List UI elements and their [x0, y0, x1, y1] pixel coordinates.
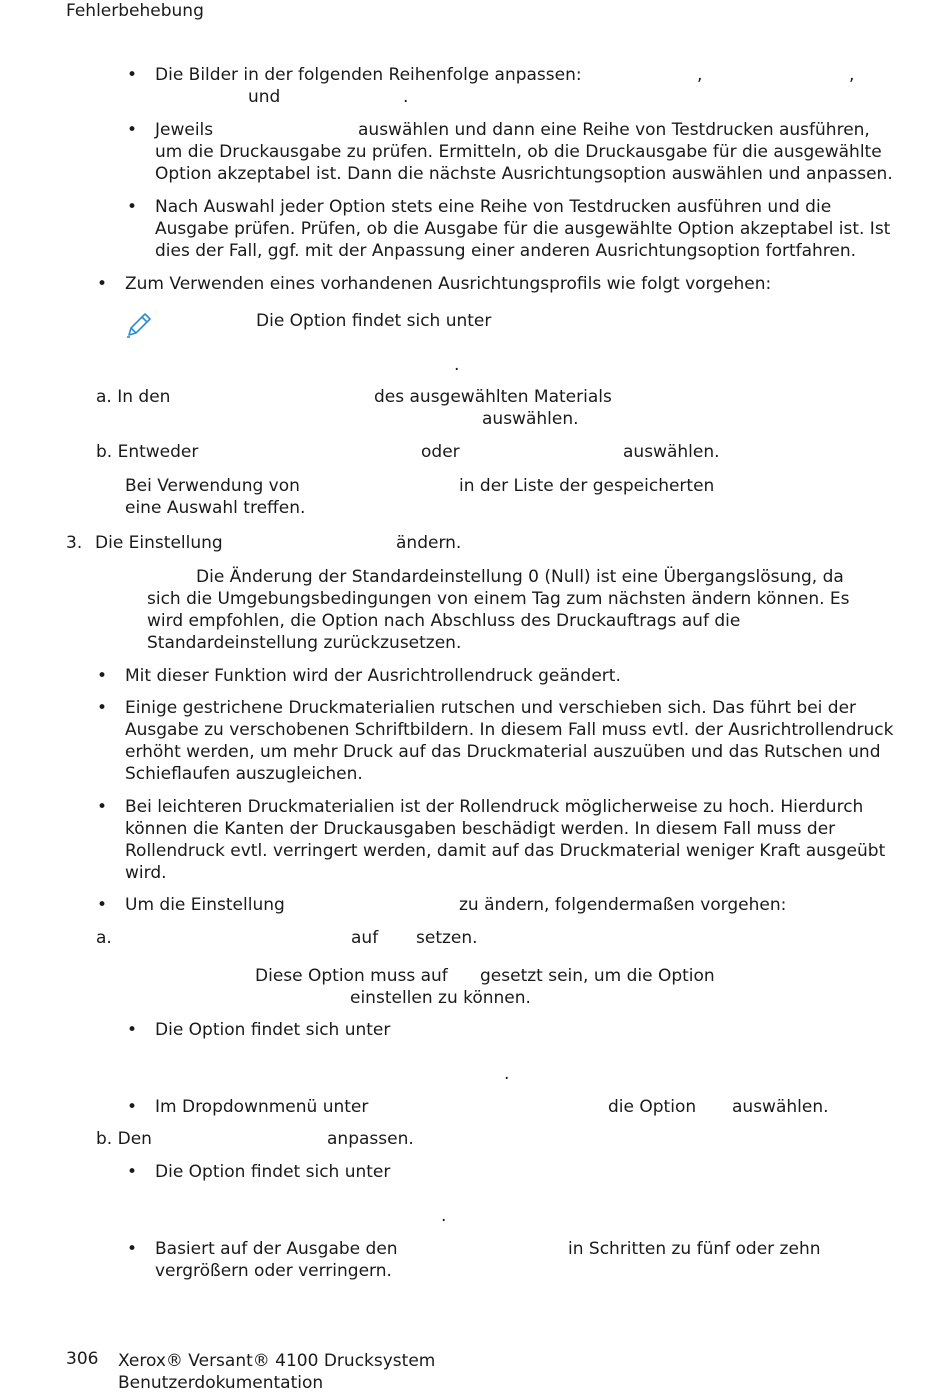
- step-b-detail-1a: Bei Verwendung von: [125, 476, 300, 496]
- step-3-start: Die Einstellung: [95, 533, 223, 553]
- step-a-end: auswählen.: [482, 409, 579, 429]
- sub-a-location: Die Option findet sich unter: [155, 1020, 391, 1040]
- reorder-line-2: und: [248, 87, 281, 107]
- sub-a-auf: auf: [351, 928, 379, 948]
- note2-line-4: Standardeinstellung zurückzusetzen.: [147, 633, 462, 653]
- after-line-3: dies der Fall, ggf. mit der Anpassung einer anderen Ausrichtungsoption fortfahren.: [155, 241, 857, 261]
- select-line-2: um die Druckausgabe zu prüfen. Ermitteln, ob die Druckausgabe für die ausgewählte: [155, 142, 882, 162]
- note2-line-3: wird empfohlen, die Option nach Abschluss des Druckauftrags auf die: [147, 611, 741, 631]
- coated-line-3: erhöht werden, um mehr Druck auf das Druckmaterial auszuüben und das Rutschen und: [125, 742, 881, 762]
- pencil-icon: [124, 310, 154, 340]
- coated-line-2: Ausgabe zu verschobenen Schriftbildern. In diesem Fall muss evtl. der Ausrichtrollendruck: [125, 720, 894, 740]
- light-line-2: können die Kanten der Druckausgaben beschädigt werden. In diesem Fall muss der: [125, 819, 836, 839]
- sub-a-dropdown-b: die Option: [608, 1097, 697, 1117]
- note2-line-2: sich die Umgebungsbedingungen von einem Tag zum nächsten ändern können. Es: [147, 589, 850, 609]
- coated-line-1: Einige gestrichene Druckmaterialien rutschen und verschieben sich. Das führt bei der: [125, 698, 857, 718]
- bullet-dot: •: [127, 1020, 138, 1040]
- bullet-dot: •: [97, 797, 108, 817]
- light-line-1: Bei leichteren Druckmaterialien ist der Rollendruck möglicherweise zu hoch. Hierdurch: [125, 797, 864, 817]
- step-b-mid: oder: [421, 442, 460, 462]
- footer-product: Xerox® Versant® 4100 Drucksystem: [118, 1351, 436, 1371]
- change-intro-start: Um die Einstellung: [125, 895, 285, 915]
- sub-b-start: b. Den: [96, 1129, 152, 1149]
- bullet-dot: •: [127, 120, 138, 140]
- profile-intro: Zum Verwenden eines vorhandenen Ausrichtungsprofils wie folgt vorgehen:: [125, 274, 772, 294]
- reorder-comma-2: ,: [849, 65, 855, 85]
- step-b-end: auswählen.: [623, 442, 720, 462]
- step-a-mid: des ausgewählten Materials: [374, 387, 612, 407]
- sub-b-end: anpassen.: [327, 1129, 414, 1149]
- roller-line-1: Mit dieser Funktion wird der Ausrichtrollendruck geändert.: [125, 666, 621, 686]
- sub-a-note-mid: gesetzt sein, um die Option: [480, 966, 715, 986]
- reorder-comma-1: ,: [697, 65, 703, 85]
- after-line-2: Ausgabe prüfen. Prüfen, ob die Ausgabe für die ausgewählte Option akzeptabel ist. Ist: [155, 219, 891, 239]
- coated-line-4: Schieflaufen auszugleichen.: [125, 764, 363, 784]
- step-b-start: b. Entweder: [96, 442, 199, 462]
- sub-a-dropdown-a: Im Dropdownmenü unter: [155, 1097, 369, 1117]
- sub-a-note-start: Diese Option muss auf: [255, 966, 448, 986]
- after-line-1: Nach Auswahl jeder Option stets eine Reihe von Testdrucken ausführen und die: [155, 197, 832, 217]
- select-line-3: Option akzeptabel ist. Dann die nächste Ausrichtungsoption auswählen und anpassen.: [155, 164, 893, 184]
- sub-b-adjust-c: vergrößern oder verringern.: [155, 1261, 392, 1281]
- note1-period: .: [454, 355, 460, 375]
- bullet-dot: •: [127, 1162, 138, 1182]
- step-3-number: 3.: [66, 533, 83, 553]
- note2-line-1: Die Änderung der Standardeinstellung 0 (Null) ist eine Übergangslösung, da: [196, 567, 844, 587]
- reorder-period: .: [403, 87, 409, 107]
- bullet-dot: •: [97, 666, 108, 686]
- page-number: 306: [66, 1349, 99, 1369]
- step-3-end: ändern.: [396, 533, 462, 553]
- sub-a-label: a.: [96, 928, 112, 948]
- light-line-4: wird.: [125, 863, 167, 883]
- sub-a-dropdown-c: auswählen.: [732, 1097, 829, 1117]
- sub-a-note-line2: einstellen zu können.: [350, 988, 531, 1008]
- running-header: Fehlerbehebung: [66, 1, 204, 21]
- sub-a-location-period: .: [504, 1064, 510, 1084]
- select-line-1a: Jeweils: [155, 120, 214, 140]
- footer-doc: Benutzerdokumentation: [118, 1373, 324, 1393]
- select-line-1b: auswählen und dann eine Reihe von Testdrucken ausführen,: [358, 120, 870, 140]
- step-b-detail-1b: in der Liste der gespeicherten: [459, 476, 715, 496]
- note1-text: Die Option findet sich unter: [256, 311, 492, 331]
- change-intro-end: zu ändern, folgendermaßen vorgehen:: [459, 895, 787, 915]
- bullet-dot: •: [127, 65, 138, 85]
- reorder-line-1: Die Bilder in der folgenden Reihenfolge anpassen:: [155, 65, 582, 85]
- step-b-detail-2: eine Auswahl treffen.: [125, 498, 306, 518]
- sub-b-location-period: .: [441, 1206, 447, 1226]
- sub-b-adjust-a: Basiert auf der Ausgabe den: [155, 1239, 398, 1259]
- bullet-dot: •: [127, 1097, 138, 1117]
- bullet-dot: •: [97, 698, 108, 718]
- step-a-start: a. In den: [96, 387, 171, 407]
- sub-b-location: Die Option findet sich unter: [155, 1162, 391, 1182]
- bullet-dot: •: [97, 895, 108, 915]
- bullet-dot: •: [127, 197, 138, 217]
- sub-a-setzen: setzen.: [416, 928, 478, 948]
- bullet-dot: •: [127, 1239, 138, 1259]
- sub-b-adjust-b: in Schritten zu fünf oder zehn: [568, 1239, 821, 1259]
- bullet-dot: •: [97, 274, 108, 294]
- light-line-3: Rollendruck evtl. verringert werden, damit auf das Druckmaterial weniger Kraft ausgeübt: [125, 841, 886, 861]
